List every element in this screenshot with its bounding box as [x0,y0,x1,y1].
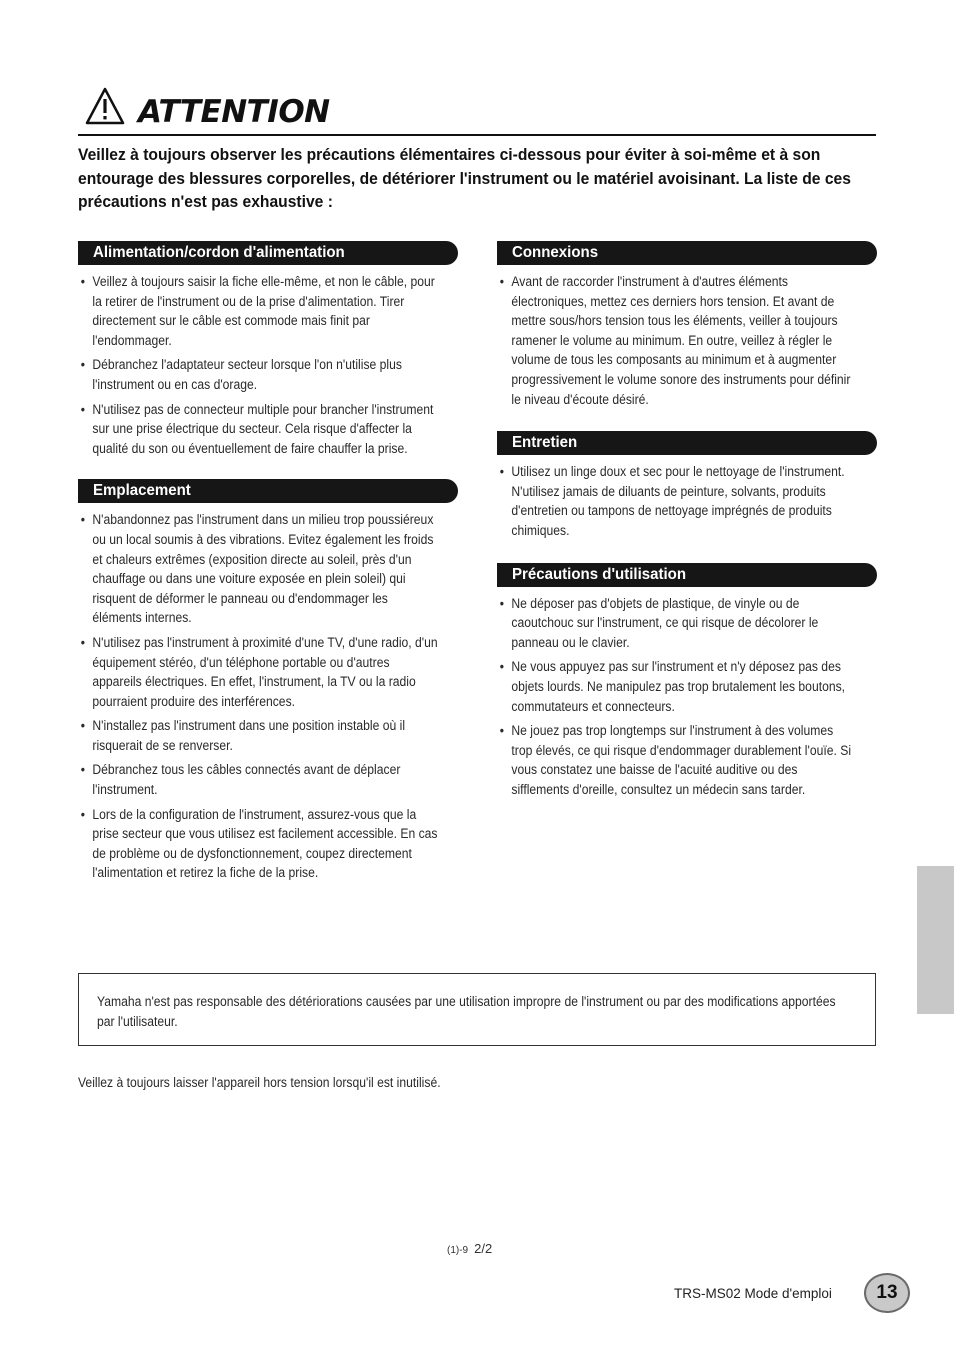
intro-paragraph: Veillez à toujours observer les précautions élémentaires ci-dessous pour éviter à soi-même et à son entourage des blessures corporelles, de détériorer l'instrument ou le matériel avoisinant. La liste de ces précautions n'est pas exhaustive : [78,145,851,211]
code-small: (1)-9 [447,1245,469,1256]
list-item: • Avant de raccorder l'instrument à d'autres éléments électroniques, mettez ces derniers hors tension. Et avant de mettre sous/hors tension tous les éléments, veiller à toujours ramener le volume au minimum. En outre, veillez à régler le volume de tous les composants au minimum et à augmenter progressivement le volume sonore des instruments pour définir le niveau d'écoute désiré. [499,274,851,407]
bullet-list [497,462,877,540]
manual-title: TRS-MS02 Mode d'emploi [674,1286,832,1301]
list-item: • Débranchez tous les câbles connectés avant de déplacer l'instrument. [80,762,401,798]
document-code [447,1240,492,1258]
page-header [78,84,876,136]
list-item: • N'utilisez pas de connecteur multiple pour brancher l'instrument sur une prise électrique du secteur. Cela risque d'affecter la qualité du son ou éventuellement de faire chauffer la prise. [80,401,434,456]
warning-triangle-icon [84,86,126,126]
section-heading: Emplacement [78,479,458,503]
list-item: • Veillez à toujours saisir la fiche elle-même, et non le câble, pour la retirer de l'instrument ou de la prise d'alimentation. Tirer directement sur le câble est commode mais finit par l'endommager. [80,274,435,348]
bullet-list [497,594,877,800]
list-item: • Débranchez l'adaptateur secteur lorsque l'on n'utilise plus l'instrument ou en cas d'orage. [80,357,402,392]
section-precautions [497,563,877,800]
section-heading: Précautions d'utilisation [497,563,877,587]
bullet-list [78,510,458,883]
list-item: • Ne déposer pas d'objets de plastique, de vinyle ou de caoutchouc sur l'instrument, ce qui risque de décolorer le panneau ou le clavier. [499,595,819,650]
page-number-badge: 13 [864,1273,910,1313]
left-column [78,241,458,888]
bullet-list [78,272,458,458]
list-item: • N'utilisez pas l'instrument à proximité d'une TV, d'une radio, d'un équipement stéréo, d'un téléphone portable ou d'autres appareils électriques. En effet, l'instrument, la TV ou la radio pourraient produire des interférences. [80,634,438,709]
section-entretien [497,431,877,540]
section-heading: Connexions [497,241,877,265]
list-item: • Ne jouez pas trop longtemps sur l'instrument à des volumes trop élevés, ce qui risque d'endommager durablement l'ouïe. Si vous constatez une baisse de l'acuité auditive ou des sifflements d'oreille, consultez un médecin sans tarder. [499,723,852,797]
bottom-note: Veillez à toujours laisser l'appareil hors tension lorsqu'il est inutilisé. [78,1075,441,1090]
section-heading: Alimentation/cordon d'alimentation [78,241,458,265]
side-thumb-tab [917,866,954,1014]
notice-text: Yamaha n'est pas responsable des détériorations causées par une utilisation impropre de l'instrument ou par des modifications apportées par l'utilisateur. [97,994,836,1029]
page-title: ATTENTION [138,94,330,130]
section-emplacement [78,479,458,883]
section-heading: Entretien [497,431,877,455]
notice-box [78,973,876,1046]
section-alimentation [78,241,458,458]
section-connexions [497,241,877,409]
bullet-list [497,272,877,409]
list-item: • Utilisez un linge doux et sec pour le nettoyage de l'instrument. N'utilisez jamais de diluants de peinture, solvants, produits d'entretien ou tampons de nettoyage imprégnés de produits chimiques. [499,464,845,538]
list-item: • Ne vous appuyez pas sur l'instrument et n'y déposez pas des objets lourds. Ne manipulez pas trop brutalement les boutons, commutateurs et connecteurs. [499,659,846,714]
list-item: • N'abandonnez pas l'instrument dans un milieu trop poussiéreux ou un local soumis à des vibrations. Evitez également les froids et chaleurs extrêmes (exposition directe au soleil, près d'un chauffage ou dans une voiture exposée en plein soleil) qui risquent de déformer le panneau ou d'endommager les éléments internes. [80,512,434,626]
code-big: 2/2 [474,1241,493,1256]
right-column [497,241,877,804]
list-item: • Lors de la configuration de l'instrument, assurez-vous que la prise secteur que vous utilisez est facilement accessible. En cas de problème ou de dysfonctionnement, coupez directement l'alimentation et retirez la fiche de la prise. [80,806,438,881]
list-item: • N'installez pas l'instrument dans une position instable où il risquerait de se renverser. [80,718,406,753]
